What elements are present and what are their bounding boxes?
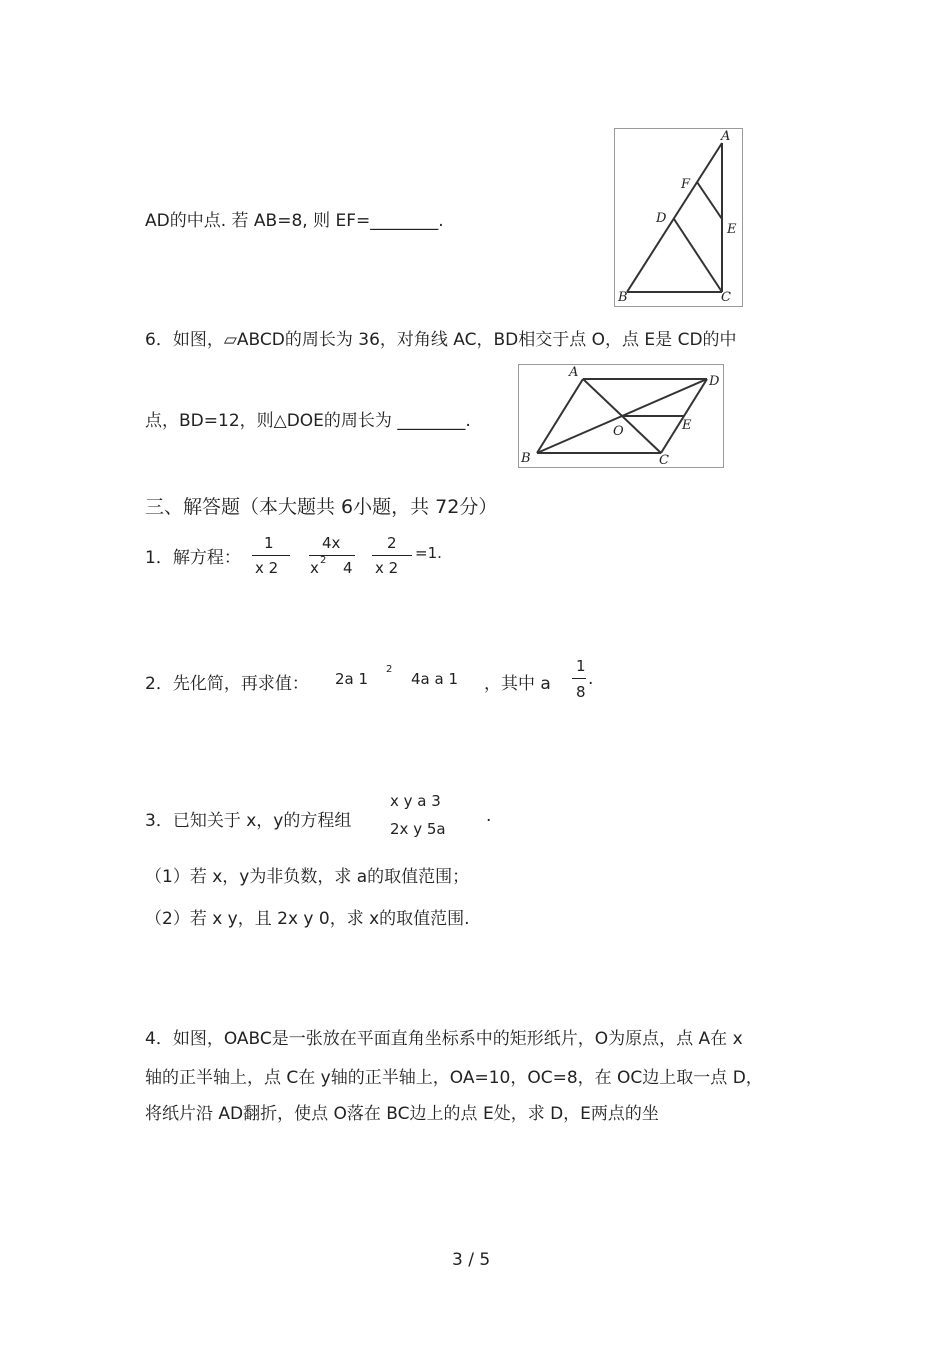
segment-FE xyxy=(697,182,722,219)
label-D: D xyxy=(656,211,667,226)
s2-prefix: 2．先化简，再求值： xyxy=(145,674,309,694)
s2-frac-den: 8 xyxy=(576,683,586,701)
q5-tail-text: AD的中点. 若 AB=8, 则 EF=________. xyxy=(145,211,444,231)
s1-frac2-den-x: x xyxy=(310,559,319,577)
s1-frac2-line xyxy=(309,555,355,556)
label-C: C xyxy=(721,290,731,305)
label-F: F xyxy=(681,177,691,192)
section-3-title: 三、解答题（本大题共 6小题，共 72分） xyxy=(145,496,498,518)
s1-frac3-line xyxy=(372,555,412,556)
page-number: 3 / 5 xyxy=(452,1250,491,1270)
s4-line3: 将纸片沿 AD翻折，使点 O落在 BC边上的点 E处，求 D，E两点的坐 xyxy=(145,1104,659,1124)
s1-frac3-den: x 2 xyxy=(375,559,399,577)
label-E: E xyxy=(727,222,737,237)
s1-frac2-den-rest: 4 xyxy=(343,559,353,577)
label-A: A xyxy=(569,365,579,380)
s1-suffix: =1. xyxy=(415,544,442,562)
s3-part1: （1）若 x，y为非负数，求 a的取值范围； xyxy=(145,867,470,887)
triangle-figure-1 xyxy=(614,128,743,307)
s2-where: ，其中 a xyxy=(484,674,551,694)
s3-end: . xyxy=(486,806,492,826)
s3-part2: （2）若 x y，且 2x y 0，求 x的取值范围. xyxy=(145,909,470,929)
label-E: E xyxy=(682,418,692,433)
s4-line2: 轴的正半轴上，点 C在 y轴的正半轴上，OA=10，OC=8，在 OC边上取一点 D， xyxy=(145,1068,763,1088)
label-B: B xyxy=(618,290,628,305)
s3-eq2: 2x y 5a xyxy=(390,820,446,838)
s2-expr-a: 2a 1 xyxy=(335,670,369,688)
s4-line1: 4．如图，OABC是一张放在平面直角坐标系中的矩形纸片，O为原点，点 A在 x xyxy=(145,1029,743,1049)
s2-expr-b: 4a a 1 xyxy=(411,670,459,688)
label-B: B xyxy=(521,451,531,466)
label-C: C xyxy=(659,453,669,467)
s1-frac1-line xyxy=(252,555,290,556)
label-O: O xyxy=(613,424,624,439)
s1-frac1-num: 1 xyxy=(264,534,274,552)
s2-frac-line xyxy=(572,678,586,679)
label-A: A xyxy=(721,129,731,144)
s2-exp: 2 xyxy=(386,664,393,675)
s2-end: . xyxy=(588,669,594,689)
q6-line1: 6．如图，▱ABCD的周长为 36，对角线 AC，BD相交于点 O，点 E是 CD的中 xyxy=(145,330,737,350)
s2-frac-num: 1 xyxy=(576,657,586,675)
label-D: D xyxy=(709,374,720,389)
s3-eq1: x y a 3 xyxy=(390,792,441,810)
s1-frac1-den: x 2 xyxy=(255,559,279,577)
s3-prefix: 3．已知关于 x，y的方程组 xyxy=(145,811,352,831)
q6-line2: 点，BD=12，则△DOE的周长为 ________. xyxy=(145,411,471,431)
s1-frac2-num: 4x xyxy=(322,534,341,552)
s1-prefix: 1．解方程： xyxy=(145,548,241,568)
s1-frac3-num: 2 xyxy=(387,534,397,552)
segment-DC xyxy=(674,219,722,292)
parallelogram-figure xyxy=(518,364,724,468)
s1-frac2-den-exp: 2 xyxy=(320,555,327,566)
